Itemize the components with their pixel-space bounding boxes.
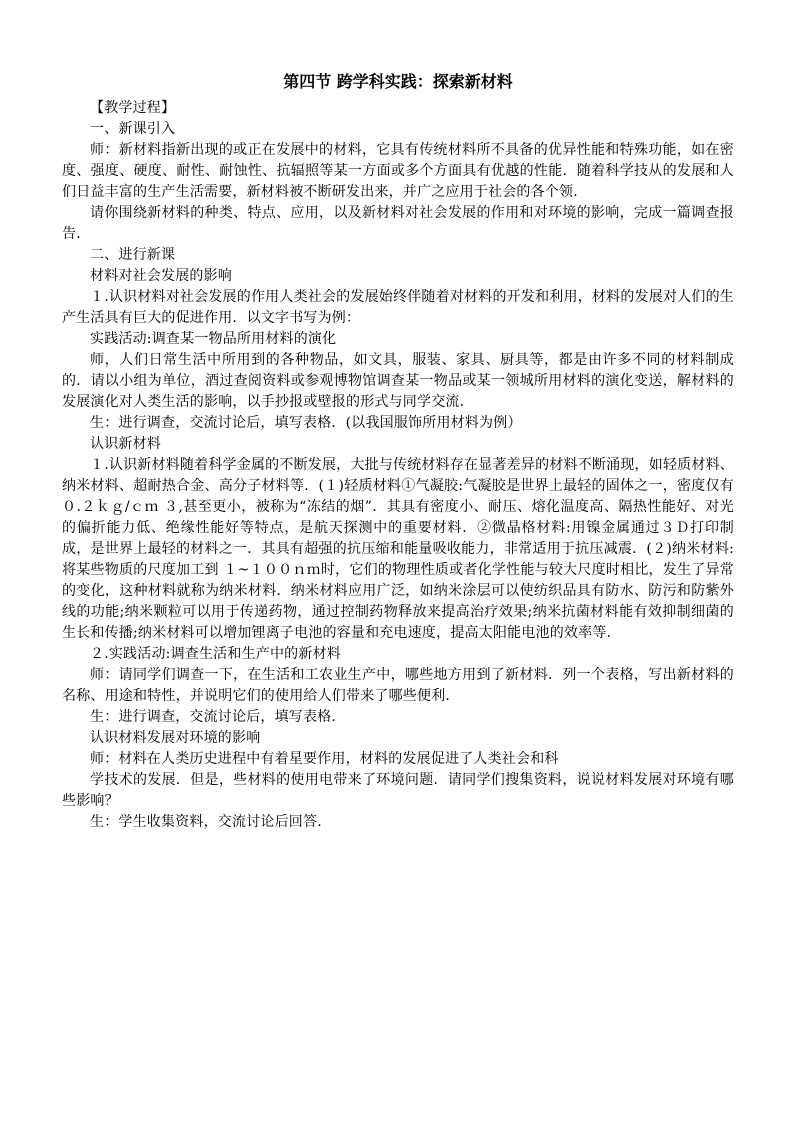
paragraph-task: 请你围绕新材料的种类、特点、应用，以及新材料对社会发展的作用和对环境的影响，完成一篇调查报告. bbox=[62, 205, 734, 242]
subheading-society-impact: 材料对社会发展的影响 bbox=[90, 268, 232, 284]
paragraph-new-materials: １.认识新材料随着科学金属的不断发展，大批与传统材料存在显著差异的材料不断涌现，如轻质材料、纳米材料、超耐热合金、高分子材料等．(１)轻质材料①气凝胶:气凝胶是世界上最轻的固体之一，密度仅有０.２ｋｇ/ｃｍ ３,甚至更小，被称为“冻结的烟”．其具有密度小、耐压、熔化温度高、隔热性能好、对光的偏折能力低、绝缘性能好等特点，是航天探测中的重要材料．②微晶格材料:用镍金属通过３Ｄ打印制成，是世界上最轻的材料之一．其具有超强的抗压缩和能量吸收能力，非常适用于抗压减震．(２)纳米材料:将某些物质的尺度加工到 １~１００ｎｍ时，它们的物理性质或者化学性能与较大尺度时相比，发生了异常的变化，这种材料就称为纳米材料．纳米材料应用广泛，如纳米涂层可以使纺织品具有防水、防污和防紫外线的功能;纳米颗粒可以用于传递药物，通过控制药物释放来提高治疗效果;纳米抗菌材料能有效抑制细菌的生长和传播;纳米材料可以增加锂离子电池的容量和充电速度，提高太阳能电池的效率等. bbox=[62, 457, 734, 641]
subheading-activity-evolution: 实践活动:调查某一物品所用材料的演化 bbox=[90, 331, 337, 347]
section-heading-intro: 一、新课引入 bbox=[90, 121, 176, 137]
paragraph-student-table: 生：进行调查，交流讨论后，填写表格. bbox=[90, 709, 337, 725]
paragraph-student-survey: 生：进行调查，交流讨论后，填写表格．(以我国服饰所用材料为例） bbox=[90, 415, 522, 431]
section-heading-new-lesson: 二、进行新课 bbox=[90, 247, 176, 263]
subheading-environment: 认识材料发展对环境的影响 bbox=[90, 730, 261, 746]
paragraph-environment-question: 学技术的发展．但是，些材料的使用电带来了环境问题．请同学们搜集资料，说说材料发展对环境有哪些影响？ bbox=[62, 772, 734, 809]
paragraph-teacher-environment: 师：材料在人类历史进程中有着星要作用，材料的发展促进了人类社会和科 bbox=[90, 751, 559, 767]
paragraph-teacher-items: 师，人们日常生活中所用到的各种物品，如文具，服装、家具、厨具等，都是由许多不同的材料制成的．请以小组为单位，酒过查阅资料或参观博物馆调查某一物品或某一领城所用材料的演化变送，解材料的发展演化对人类生活的影响，以手抄报或壁报的形式与同学交流. bbox=[62, 352, 734, 410]
paragraph-teacher-intro: 师：新材料指新出现的或正在发展中的材料，它具有传统材料所不具备的优异性能和特殊功能，如在密度、强度、硬度、耐性、耐蚀性、抗辐照等某一方面或多个方面具有优越的性能．随着科学技从的发展和人们日益丰富的生产生活需要，新材料被不断研发出来，并广之应用于社会的各个领. bbox=[62, 142, 734, 200]
subheading-activity-survey: ２.实践活动:调查生活和生产中的新材料 bbox=[90, 646, 341, 662]
document-page bbox=[62, 70, 734, 833]
subheading-new-materials: 认识新材料 bbox=[90, 436, 161, 452]
paragraph-student-answer: 生：学生收集资料，交流讨论后回答. bbox=[90, 814, 322, 830]
page-title: 第四节 跨学科实践：探索新材料 bbox=[283, 72, 513, 91]
section-label-teaching-process: 【教学过程】 bbox=[90, 100, 176, 116]
paragraph-teacher-survey: 师：请同学们调查一下，在生活和工农业生产中，哪些地方用到了新材料．列一个表格，写出新材料的名称、用途和特性，并说明它们的使用给人们带来了哪些便利. bbox=[62, 667, 734, 704]
paragraph-material-role: １.认识材料对社会发展的作用人类社会的发展始终伴随着对材料的开发和利用，材料的发展对人们的生产生活具有巨大的促进作用．以文字书写为例： bbox=[62, 289, 734, 326]
